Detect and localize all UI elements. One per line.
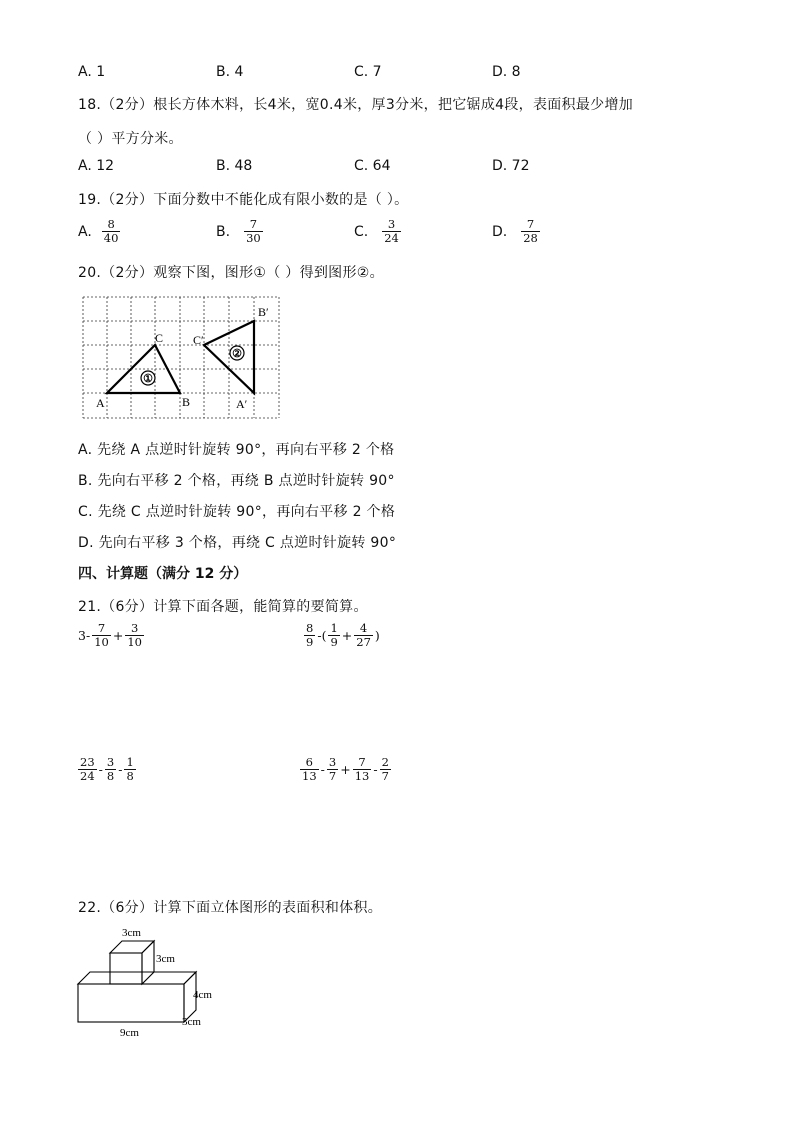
fraction: $\frac{8}{40}$ — [103, 217, 119, 246]
q20-option-c: C. 先绕 C 点逆时针旋转 90°，再向右平移 2 个格 — [78, 504, 396, 520]
q22-solid-figure — [70, 922, 230, 1044]
cube-right-face — [142, 941, 154, 984]
fraction: $\frac{3}{7}$ — [328, 755, 337, 784]
fraction: $\frac{7}{30}$ — [246, 217, 261, 246]
label-a-prime: A′ — [236, 397, 248, 411]
q17-option-c: C. 7 — [354, 64, 382, 80]
q17-option-b: B. 4 — [216, 64, 244, 80]
q19-option-b — [216, 218, 265, 245]
fraction: $\frac{4}{27}$ — [356, 621, 371, 650]
fraction: $\frac{3}{8}$ — [106, 755, 115, 784]
q17-option-d: D. 8 — [492, 64, 521, 80]
fraction: $\frac{2}{7}$ — [381, 755, 389, 784]
label-c: C — [155, 331, 164, 345]
q22-text: 22.（6分）计算下面立体图形的表面积和体积。 — [78, 900, 383, 916]
fraction: $\frac{1}{8}$ — [126, 755, 134, 784]
fraction: $\frac{23}{24}$ — [80, 755, 95, 784]
q18-option-d: D. 72 — [492, 158, 530, 174]
fraction: $\frac{8}{9}$ — [306, 621, 314, 650]
q19-option-d-label: D. — [492, 223, 508, 240]
fraction: $\frac{7}{13}$ — [354, 755, 370, 784]
fraction: $\frac{7}{28}$ — [523, 217, 538, 246]
q19-option-a — [78, 218, 122, 245]
grid-lines — [83, 297, 279, 418]
q21-expression-2: $\frac{8}{9}$ - ( $\frac{1}{9}$ + $\frac{4}{27}$ ) — [306, 621, 380, 650]
q21-text: 21.（6分）计算下面各题，能简算的要简算。 — [78, 599, 368, 615]
q19-text: 19.（2分）下面分数中不能化成有限小数的是（ ）。 — [78, 192, 409, 208]
label-cube-side: 3cm — [156, 953, 175, 965]
q19-option-a-label: A. — [78, 223, 92, 240]
label-height: 4cm — [193, 989, 212, 1001]
q19-option-c-label: C. — [354, 223, 369, 240]
cube-front-face — [110, 953, 142, 984]
q19-option-b-label: B. — [216, 223, 231, 240]
q20-grid-figure — [82, 296, 280, 420]
q19-option-d — [492, 218, 542, 245]
section-4-heading: 四、计算题（满分 12 分） — [78, 566, 248, 582]
fraction: $\frac{7}{10}$ — [94, 621, 109, 650]
fraction: $\frac{3}{10}$ — [127, 621, 142, 650]
q18-option-b: B. 48 — [216, 158, 253, 174]
q19-option-c — [354, 218, 403, 245]
label-b: B — [182, 395, 191, 409]
label-cube-top: 3cm — [122, 927, 141, 939]
q20-option-d: D. 先向右平移 3 个格，再绕 C 点逆时针旋转 90° — [78, 535, 397, 551]
cuboid-top-face — [78, 972, 196, 984]
label-depth: 3cm — [182, 1016, 201, 1028]
shape-1-label: ① — [143, 373, 153, 385]
q21-expression-4: $\frac{6}{13}$ - $\frac{3}{7}$ + $\frac{7}{13}$ - $\frac{2}{7}$ — [302, 755, 389, 784]
shape-2-label: ② — [232, 348, 242, 360]
q17-option-a: A. 1 — [78, 64, 106, 80]
q20-option-a: A. 先绕 A 点逆时针旋转 90°，再向右平移 2 个格 — [78, 442, 395, 458]
label-a: A — [96, 396, 105, 410]
fraction: $\frac{3}{24}$ — [384, 217, 399, 246]
q18-text-line2: （ ）平方分米。 — [78, 131, 183, 147]
label-c-prime: C′ — [193, 333, 204, 347]
cuboid-front-face — [78, 984, 184, 1022]
q18-option-a: A. 12 — [78, 158, 115, 174]
q18-option-c: C. 64 — [354, 158, 391, 174]
label-width: 9cm — [120, 1027, 139, 1039]
q21-expression-3: $\frac{23}{24}$ - $\frac{3}{8}$ - $\frac{1}{8}$ — [80, 755, 134, 784]
q21-expression-1: 3 - $\frac{7}{10}$ + $\frac{3}{10}$ — [78, 621, 142, 650]
q20-text: 20.（2分）观察下图，图形①（ ）得到图形②。 — [78, 265, 384, 281]
q18-text-line1: 18.（2分）根长方体木料，长4米，宽0.4米，厚3分米，把它锯成4段，表面积最少增加 — [78, 97, 634, 113]
label-b-prime: B′ — [258, 305, 269, 319]
q20-option-b: B. 先向右平移 2 个格，再绕 B 点逆时针旋转 90° — [78, 473, 395, 489]
fraction: $\frac{1}{9}$ — [330, 621, 338, 650]
fraction: $\frac{6}{13}$ — [302, 755, 317, 784]
